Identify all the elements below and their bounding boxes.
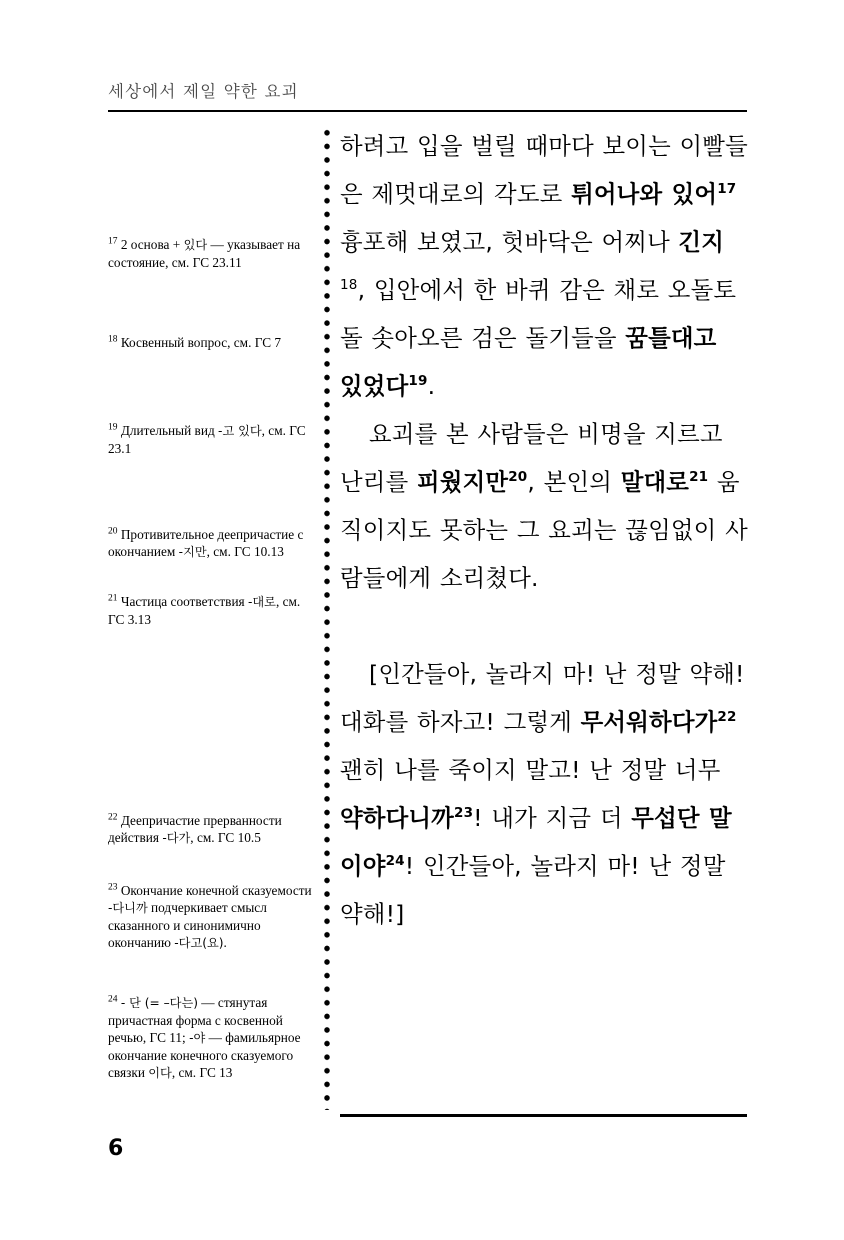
highlighted-phrase: 꿈틀대고 있었다 [340, 324, 717, 400]
margin-note: $^{17}$ 2 основа + 있다 — указывает на состояние, см. ГС 23.11 [108, 236, 301, 270]
footnote-reference: 24 [385, 853, 405, 870]
footnote-reference: 18 [340, 277, 358, 294]
footnote-reference: 22 [717, 709, 737, 726]
footnote-reference: 20 [508, 469, 528, 486]
margin-note-korean: -다가 [162, 831, 191, 846]
body-text-run: 움직이지도 못하는 그 요괴는 끊임없이 사람들에게 소리쳤다. [340, 468, 748, 592]
margin-note: $^{19}$ Длительный вид -고 있다, см. ГС 23.1 [108, 422, 306, 456]
margin-note-korean: -고 있다 [218, 424, 262, 438]
margin-note-korean: -대로 [248, 595, 276, 609]
highlighted-phrase: 약하다니까 [340, 804, 454, 832]
margin-note-marker: 21 [108, 593, 118, 604]
running-title: 세상에서 제일 약한 요괴 [108, 82, 299, 101]
body-text-run: , 본인의 [527, 468, 621, 496]
body-paragraph [340, 122, 748, 410]
margin-note-korean: - 단 (= –다는) [120, 996, 198, 1010]
footnote-reference: 19 [408, 373, 428, 390]
margin-note-marker: 22 [108, 812, 118, 823]
margin-note: $^{20}$ Противительное деепричастие с окончанием -지만, см. ГС 10.13 [108, 526, 304, 560]
body-text-run: ! 내가 지금 더 [473, 804, 632, 832]
highlighted-phrase: 무섭단 말이야 [340, 804, 732, 880]
margin-note-korean: -야 [189, 1031, 206, 1046]
margin-note-korean: -지만 [178, 545, 207, 560]
highlighted-phrase: 무서워하다가 [580, 708, 718, 736]
body-paragraph [340, 650, 748, 938]
body-text-run: 하려고 입을 벌릴 때마다 보이는 이빨들은 제멋대로의 각도로 [340, 132, 748, 208]
page-number: 6 [108, 1136, 124, 1161]
margin-note-marker: 20 [108, 526, 118, 537]
dotted-column-separator [324, 126, 330, 1110]
margin-note-korean: -다니까 [108, 901, 148, 916]
footer-rule [340, 1114, 747, 1117]
margin-note: $^{18}$ Косвенный вопрос, см. ГС 7 [108, 334, 282, 350]
footnote-reference: 17 [717, 181, 737, 198]
body-text-run: , 입안에서 한 바퀴 감은 채로 오돌토돌 솟아오른 검은 돌기들을 [340, 276, 737, 352]
body-paragraph [340, 410, 748, 602]
margin-note: $^{23}$ Окончание конечной сказуемости -다니까 подчеркивает смысл сказанного и синонимично окончанию -다고(요). [108, 882, 312, 951]
margin-note-korean: 있다 [183, 238, 208, 252]
margin-note-marker: 18 [108, 334, 118, 345]
running-header [108, 78, 748, 102]
margin-note: $^{21}$ Частица соответствия -대로, см. ГС 3.13 [108, 593, 301, 627]
main-text-column [340, 122, 748, 938]
margin-note-marker: 19 [108, 422, 118, 433]
footnote-reference: 21 [689, 469, 709, 486]
margin-note: $^{22}$ Деепричастие прерванности действия -다가, см. ГС 10.5 [108, 812, 282, 846]
highlighted-phrase: 튀어나와 있어 [571, 180, 718, 208]
body-text-run: 괜히 나를 죽이지 말고! 난 정말 너무 [340, 756, 721, 784]
paragraph-gap [340, 602, 748, 650]
header-rule [108, 110, 747, 112]
footnote-reference: 23 [453, 805, 474, 822]
highlighted-phrase: 말대로 [620, 468, 690, 496]
body-text-run: [인간들아, 놀라지 마! 난 정말 약해! 대화를 하자고! 그렇게 [340, 660, 745, 736]
margin-note: $^{24}$ - 단 (= –다는) — стянутая причастная форма с косвенной речью, ГС 11; -야 — фамильярное окончание конечного сказуемого связки 이다, см. ГС 13 [108, 994, 301, 1081]
margin-note-marker: 17 [108, 236, 118, 247]
margin-note-korean: 이다 [148, 1066, 172, 1081]
body-text-run: 요괴를 본 사람들은 비명을 지르고 난리를 [340, 420, 723, 496]
body-text-run: . [427, 372, 436, 400]
highlighted-phrase: 긴지 [678, 228, 725, 256]
margin-note-marker: 23 [108, 882, 118, 893]
body-text-run: 흉포해 보였고, 헛바닥은 어찌나 [340, 228, 679, 256]
highlighted-phrase: 피웠지만 [417, 468, 509, 496]
body-text-run: ! 인간들아, 놀라지 마! 난 정말 약해!] [340, 852, 726, 928]
margin-note-korean: -다고(요) [174, 936, 224, 951]
margin-note-marker: 24 [108, 994, 118, 1005]
